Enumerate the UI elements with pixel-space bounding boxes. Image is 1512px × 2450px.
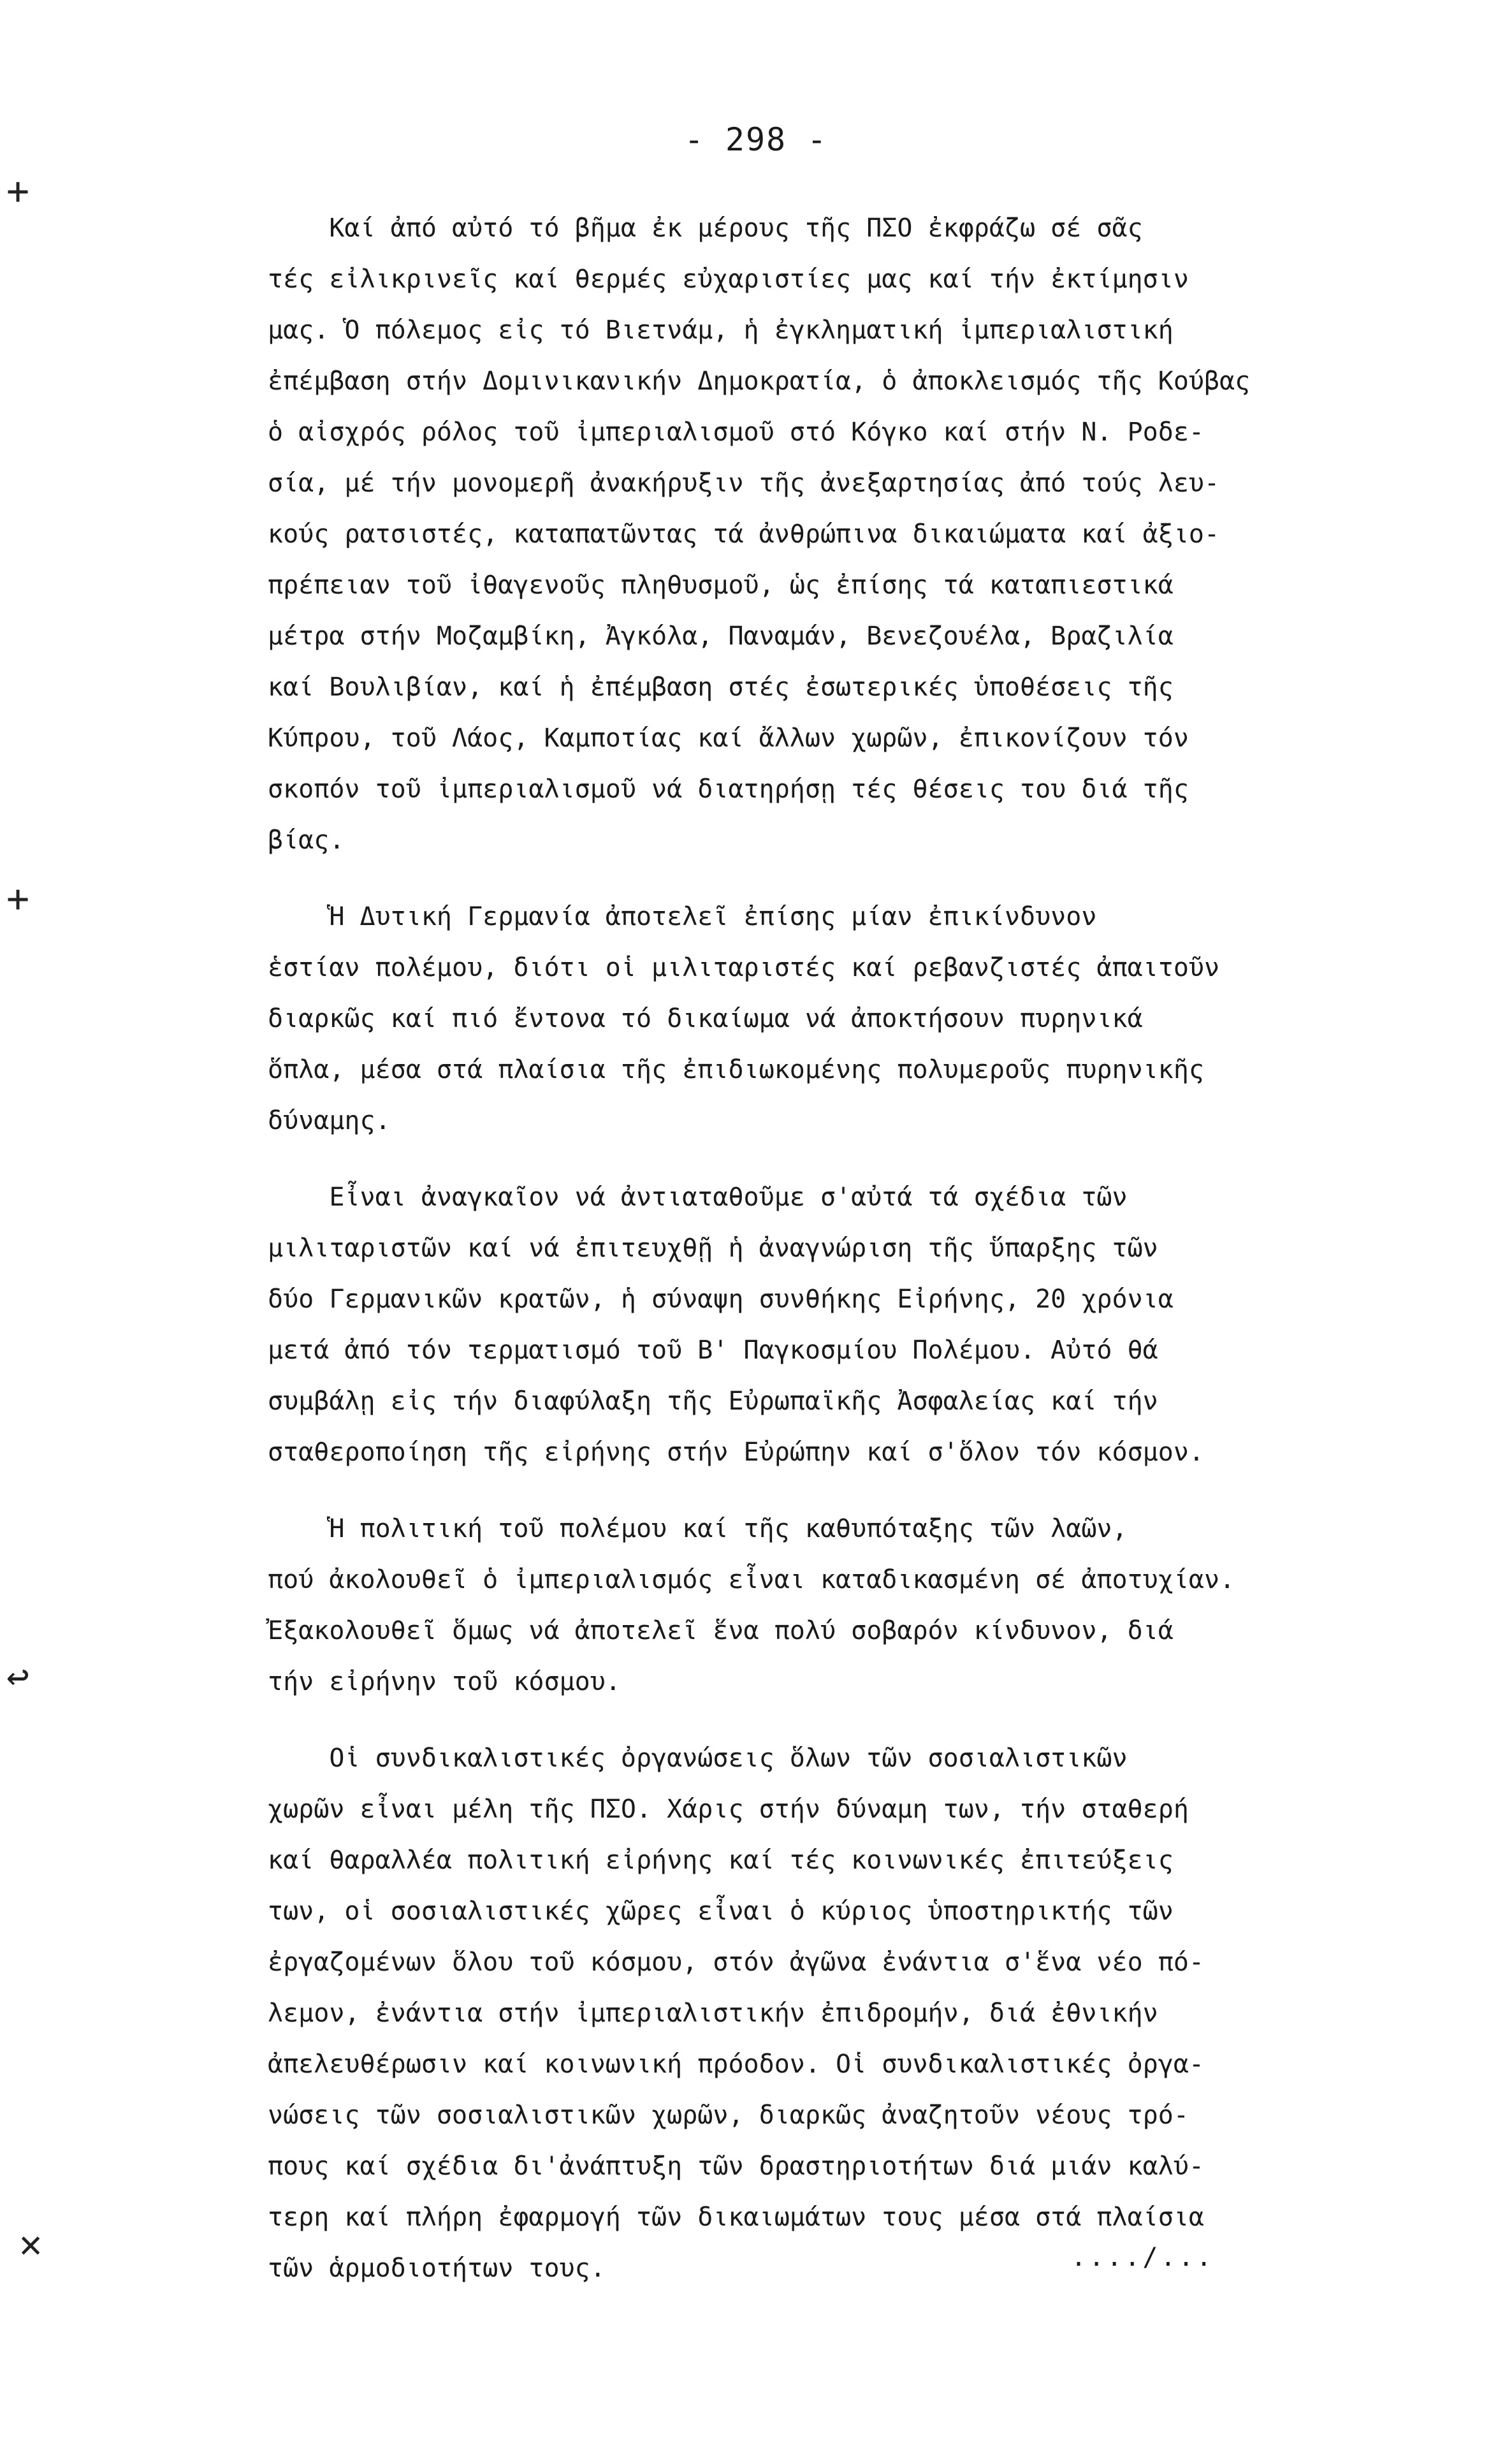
text-line: τῶν ἁρμοδιοτήτων τους. (268, 2254, 606, 2283)
text-line: Καί ἀπό αὐτό τό βῆμα ἐκ μέρους τῆς ΠΣΟ ἐκφράζω σέ σᾶς (268, 214, 1143, 243)
text-line: καί θαραλλέα πολιτική εἰρήνης καί τές κοινωνικές ἐπιτεύξεις (268, 1846, 1174, 1875)
text-line: Εἶναι ἀναγκαῖον νά ἀντιαταθοῦμε σ'αὐτά τά σχέδια τῶν (268, 1183, 1128, 1212)
paragraph-5 (268, 1733, 1402, 2294)
text-line: Ἡ Δυτική Γερμανία ἀποτελεῖ ἐπίσης μίαν ἐπικίνδυνον (268, 902, 1097, 931)
margin-mark-1: + (6, 169, 30, 214)
text-line: ἐπέμβαση στήν Δομινικανικήν Δημοκρατία, ὁ ἀποκλεισμός τῆς Κούβας (268, 367, 1251, 396)
text-line: Ἡ πολιτική τοῦ πολέμου καί τῆς καθυπόταξης τῶν λαῶν, (268, 1514, 1128, 1543)
page-number: - 298 - (684, 121, 828, 158)
text-line: ὅπλα, μέσα στά πλαίσια τῆς ἐπιδιωκομένης πολυμεροῦς πυρηνικῆς (268, 1055, 1205, 1084)
text-line: Οἱ συνδικαλιστικές ὀργανώσεις ὅλων τῶν σοσιαλιστικῶν (268, 1744, 1128, 1773)
text-line: πους καί σχέδια δι'ἀνάπτυξη τῶν δραστηριοτήτων διά μιάν καλύ- (268, 2152, 1205, 2181)
text-line: σία, μέ τήν μονομερῆ ἀνακήρυξιν τῆς ἀνεξαρτησίας ἀπό τούς λευ- (268, 469, 1220, 498)
text-line: βίας. (268, 826, 345, 855)
text-line: ἀπελευθέρωσιν καί κοινωνική πρόοδον. Οἱ συνδικαλιστικές ὀργα- (268, 2050, 1205, 2079)
text-line: Ἐξακολουθεῖ ὅμως νά ἀποτελεῖ ἕνα πολύ σοβαρόν κίνδυνον, διά (268, 1616, 1174, 1645)
text-line: νώσεις τῶν σοσιαλιστικῶν χωρῶν, διαρκῶς ἀναζητοῦν νέους τρό- (268, 2101, 1189, 2130)
text-line: Κύπρου, τοῦ Λάος, Καμποτίας καί ἄλλων χωρῶν, ἐπικονίζουν τόν (268, 724, 1189, 753)
text-line: δύο Γερμανικῶν κρατῶν, ἡ σύναψη συνθήκης Εἰρήνης, 20 χρόνια (268, 1285, 1174, 1314)
text-line: μετά ἀπό τόν τερματισμό τοῦ Β' Παγκοσμίου Πολέμου. Αὐτό θά (268, 1336, 1158, 1365)
document-body (268, 203, 1402, 2294)
text-line: πρέπειαν τοῦ ἰθαγενοῦς πληθυσμοῦ, ὡς ἐπίσης τά καταπιεστικά (268, 571, 1174, 600)
paragraph-2 (268, 891, 1402, 1146)
text-line: ἐργαζομένων ὅλου τοῦ κόσμου, στόν ἀγῶνα ἐνάντια σ'ἕνα νέο πό- (268, 1948, 1205, 1977)
margin-mark-2: + (6, 877, 30, 921)
text-line: τές εἰλικρινεῖς καί θερμές εὐχαριστίες μας καί τήν ἐκτίμησιν (268, 265, 1189, 294)
text-line: σταθεροποίηση τῆς εἰρήνης στήν Εὐρώπην καί σ'ὅλον τόν κόσμον. (268, 1438, 1205, 1467)
text-line: τήν εἰρήνην τοῦ κόσμου. (268, 1667, 621, 1696)
text-line: μέτρα στήν Μοζαμβίκη, Ἀγκόλα, Παναμάν, Βενεζουέλα, Βραζιλία (268, 622, 1174, 651)
text-line: πού ἀκολουθεῖ ὁ ἰμπεριαλισμός εἶναι καταδικασμένη σέ ἀποτυχίαν. (268, 1565, 1235, 1594)
paragraph-1 (268, 203, 1402, 866)
text-line: ἑστίαν πολέμου, διότι οἱ μιλιταριστές καί ρεβανζιστές ἀπαιτοῦν (268, 953, 1220, 982)
text-line: ὁ αἰσχρός ρόλος τοῦ ἰμπεριαλισμοῦ στό Κόγκο καί στήν Ν. Ροδε- (268, 418, 1205, 447)
margin-mark-3: ↩ (6, 1654, 30, 1699)
paragraph-spacer (268, 1478, 1402, 1503)
text-line: σκοπόν τοῦ ἰμπεριαλισμοῦ νά διατηρήσῃ τές θέσεις του διά τῆς (268, 775, 1189, 804)
text-line: διαρκῶς καί πιό ἔντονα τό δικαίωμα νά ἀποκτήσουν πυρηνικά (268, 1004, 1143, 1033)
paragraph-3 (268, 1172, 1402, 1478)
text-line: τερη καί πλήρη ἐφαρμογή τῶν δικαιωμάτων τους μέσα στά πλαίσια (268, 2203, 1205, 2232)
paragraph-4 (268, 1503, 1402, 1707)
paragraph-spacer (268, 1707, 1402, 1733)
margin-mark-4: ✕ (19, 2222, 43, 2266)
text-line: μιλιταριστῶν καί νά ἐπιτευχθῇ ἡ ἀναγνώριση τῆς ὕπαρξης τῶν (268, 1234, 1158, 1263)
text-line: συμβάλῃ εἰς τήν διαφύλαξη τῆς Εὐρωπαϊκῆς Ἀσφαλείας καί τήν (268, 1387, 1158, 1416)
continuation-marker: ..../... (1071, 2243, 1214, 2272)
text-line: των, οἱ σοσιαλιστικές χῶρες εἶναι ὁ κύριος ὑποστηρικτής τῶν (268, 1897, 1174, 1926)
text-line: χωρῶν εἶναι μέλη τῆς ΠΣΟ. Χάρις στήν δύναμη των, τήν σταθερή (268, 1795, 1189, 1824)
text-line: λεμον, ἐνάντια στήν ἰμπεριαλιστικήν ἐπιδρομήν, διά ἐθνικήν (268, 1999, 1158, 2028)
paragraph-spacer (268, 866, 1402, 891)
text-line: μας. Ὁ πόλεμος εἰς τό Βιετνάμ, ἡ ἐγκληματική ἰμπεριαλιστική (268, 316, 1174, 345)
text-line: δύναμης. (268, 1106, 391, 1135)
text-line: καί Βουλιβίαν, καί ἡ ἐπέμβαση στές ἐσωτερικές ὑποθέσεις τῆς (268, 673, 1174, 702)
text-line: κούς ρατσιστές, καταπατῶντας τά ἀνθρώπινα δικαιώματα καί ἀξιο- (268, 520, 1220, 549)
paragraph-spacer (268, 1146, 1402, 1172)
